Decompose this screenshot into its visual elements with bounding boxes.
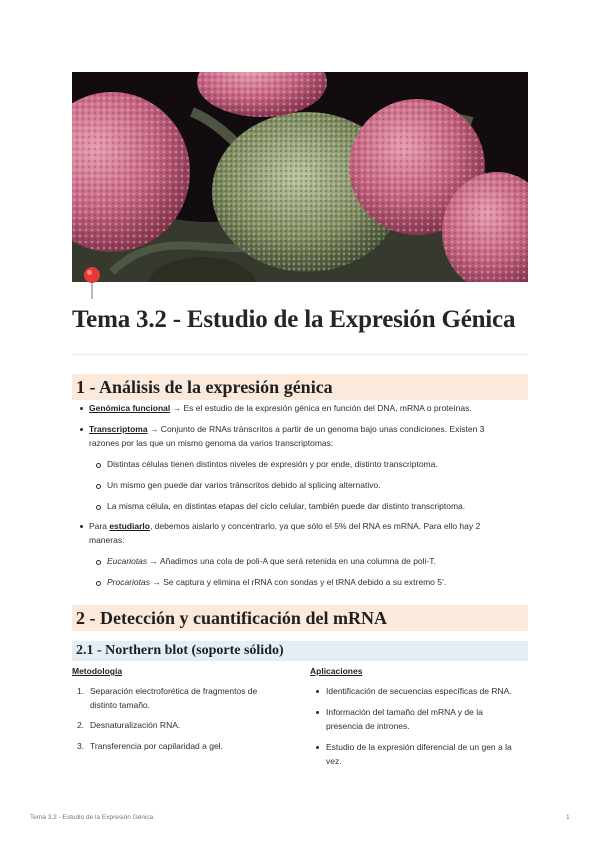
application-item: Información del tamaño del mRNA y de la <box>326 707 483 717</box>
section-1-heading: 1 - Análisis de la expresión génica <box>72 374 528 400</box>
page-number: 1 <box>566 814 570 821</box>
sub-bullet <box>96 560 101 565</box>
term-transcriptoma: Transcriptoma <box>89 424 148 434</box>
item-text-line2: razones por las que un mismo genoma da varios transcriptomas: <box>89 438 334 448</box>
sub-item-procariotas <box>107 575 446 589</box>
method-step: Separación electroforética de fragmentos de <box>90 686 258 696</box>
sub-bullet <box>96 463 101 468</box>
item-text: → Se captura y elimina el rRNA con sondas y el tRNA debido a su extremo 5’. <box>150 577 447 587</box>
list-number: 2. <box>77 720 85 730</box>
item-text-line2: maneras: <box>89 535 125 545</box>
method-step: Transferencia por capilaridad a gel. <box>90 741 223 751</box>
item-text: → Conjunto de RNAs tránscritos a partir de un genoma bajo unas condiciones. Existen 3 <box>147 424 485 434</box>
bullet-dot <box>316 690 319 693</box>
item-text: Para <box>89 521 110 531</box>
bullet-dot <box>316 746 319 749</box>
list-number: 1. <box>77 686 85 696</box>
metodologia-title: Metodología <box>72 666 123 676</box>
sub-bullet <box>96 581 101 586</box>
list-item-estudiarlo <box>89 519 480 533</box>
footer-title: Tema 3.2 - Estudio de la Expresión Génica <box>30 814 154 821</box>
method-step-line2: distinto tamaño. <box>90 700 151 710</box>
title-divider <box>72 354 528 355</box>
aplicaciones-title: Aplicaciones <box>310 666 363 676</box>
bullet-dot <box>80 428 83 431</box>
bullet-dot <box>80 525 83 528</box>
cover-image <box>72 72 528 282</box>
term-procariotas: Procariotas <box>107 577 150 587</box>
method-step: Desnaturalización RNA. <box>90 720 181 730</box>
item-text: → Es el estudio de la expresión génica en función del DNA, mRNA o proteínas. <box>170 403 472 413</box>
item-text: → Añadimos una cola de poli-A que será retenida en una columna de poli-T. <box>147 556 436 566</box>
item-text: , debemos aislarlo y concentrarlo, ya que sólo el 5% del RNA es mRNA. Para ello hay 2 <box>149 521 481 531</box>
pushpin-icon <box>80 265 104 301</box>
section-2-heading: 2 - Detección y cuantificación del mRNA <box>72 605 528 631</box>
term-estudiarlo: estudiarlo <box>109 521 150 531</box>
application-item-line2: presencia de intrones. <box>326 721 410 731</box>
sub-bullet <box>96 505 101 510</box>
bullet-dot <box>316 711 319 714</box>
page-title: Tema 3.2 - Estudio de la Expresión Génica <box>72 306 516 333</box>
list-item-genomica <box>89 401 472 415</box>
list-item-transcriptoma <box>89 422 484 436</box>
term-eucariotas: Eucariotas <box>107 556 148 566</box>
subsection-2-1-heading: 2.1 - Northern blot (soporte sólido) <box>72 641 528 661</box>
application-item: Identificación de secuencias específicas de RNA. <box>326 686 512 696</box>
sub-item: Distintas células tienen distintos niveles de expresión y por ende, distinto transcriptoma. <box>107 459 438 469</box>
sub-item: La misma célula, en distintas etapas del ciclo celular, también puede dar distinto transcriptoma. <box>107 501 466 511</box>
sub-item: Un mismo gen puede dar varios tránscritos debido al splicing alternativo. <box>107 480 381 490</box>
application-item-line2: vez. <box>326 756 342 766</box>
sub-item-eucariotas <box>107 554 436 568</box>
list-number: 3. <box>77 741 85 751</box>
bullet-dot <box>80 407 83 410</box>
term-genomica-funcional: Genómica funcional <box>89 403 171 413</box>
application-item: Estudio de la expresión diferencial de un gen a la <box>326 742 512 752</box>
sub-bullet <box>96 484 101 489</box>
